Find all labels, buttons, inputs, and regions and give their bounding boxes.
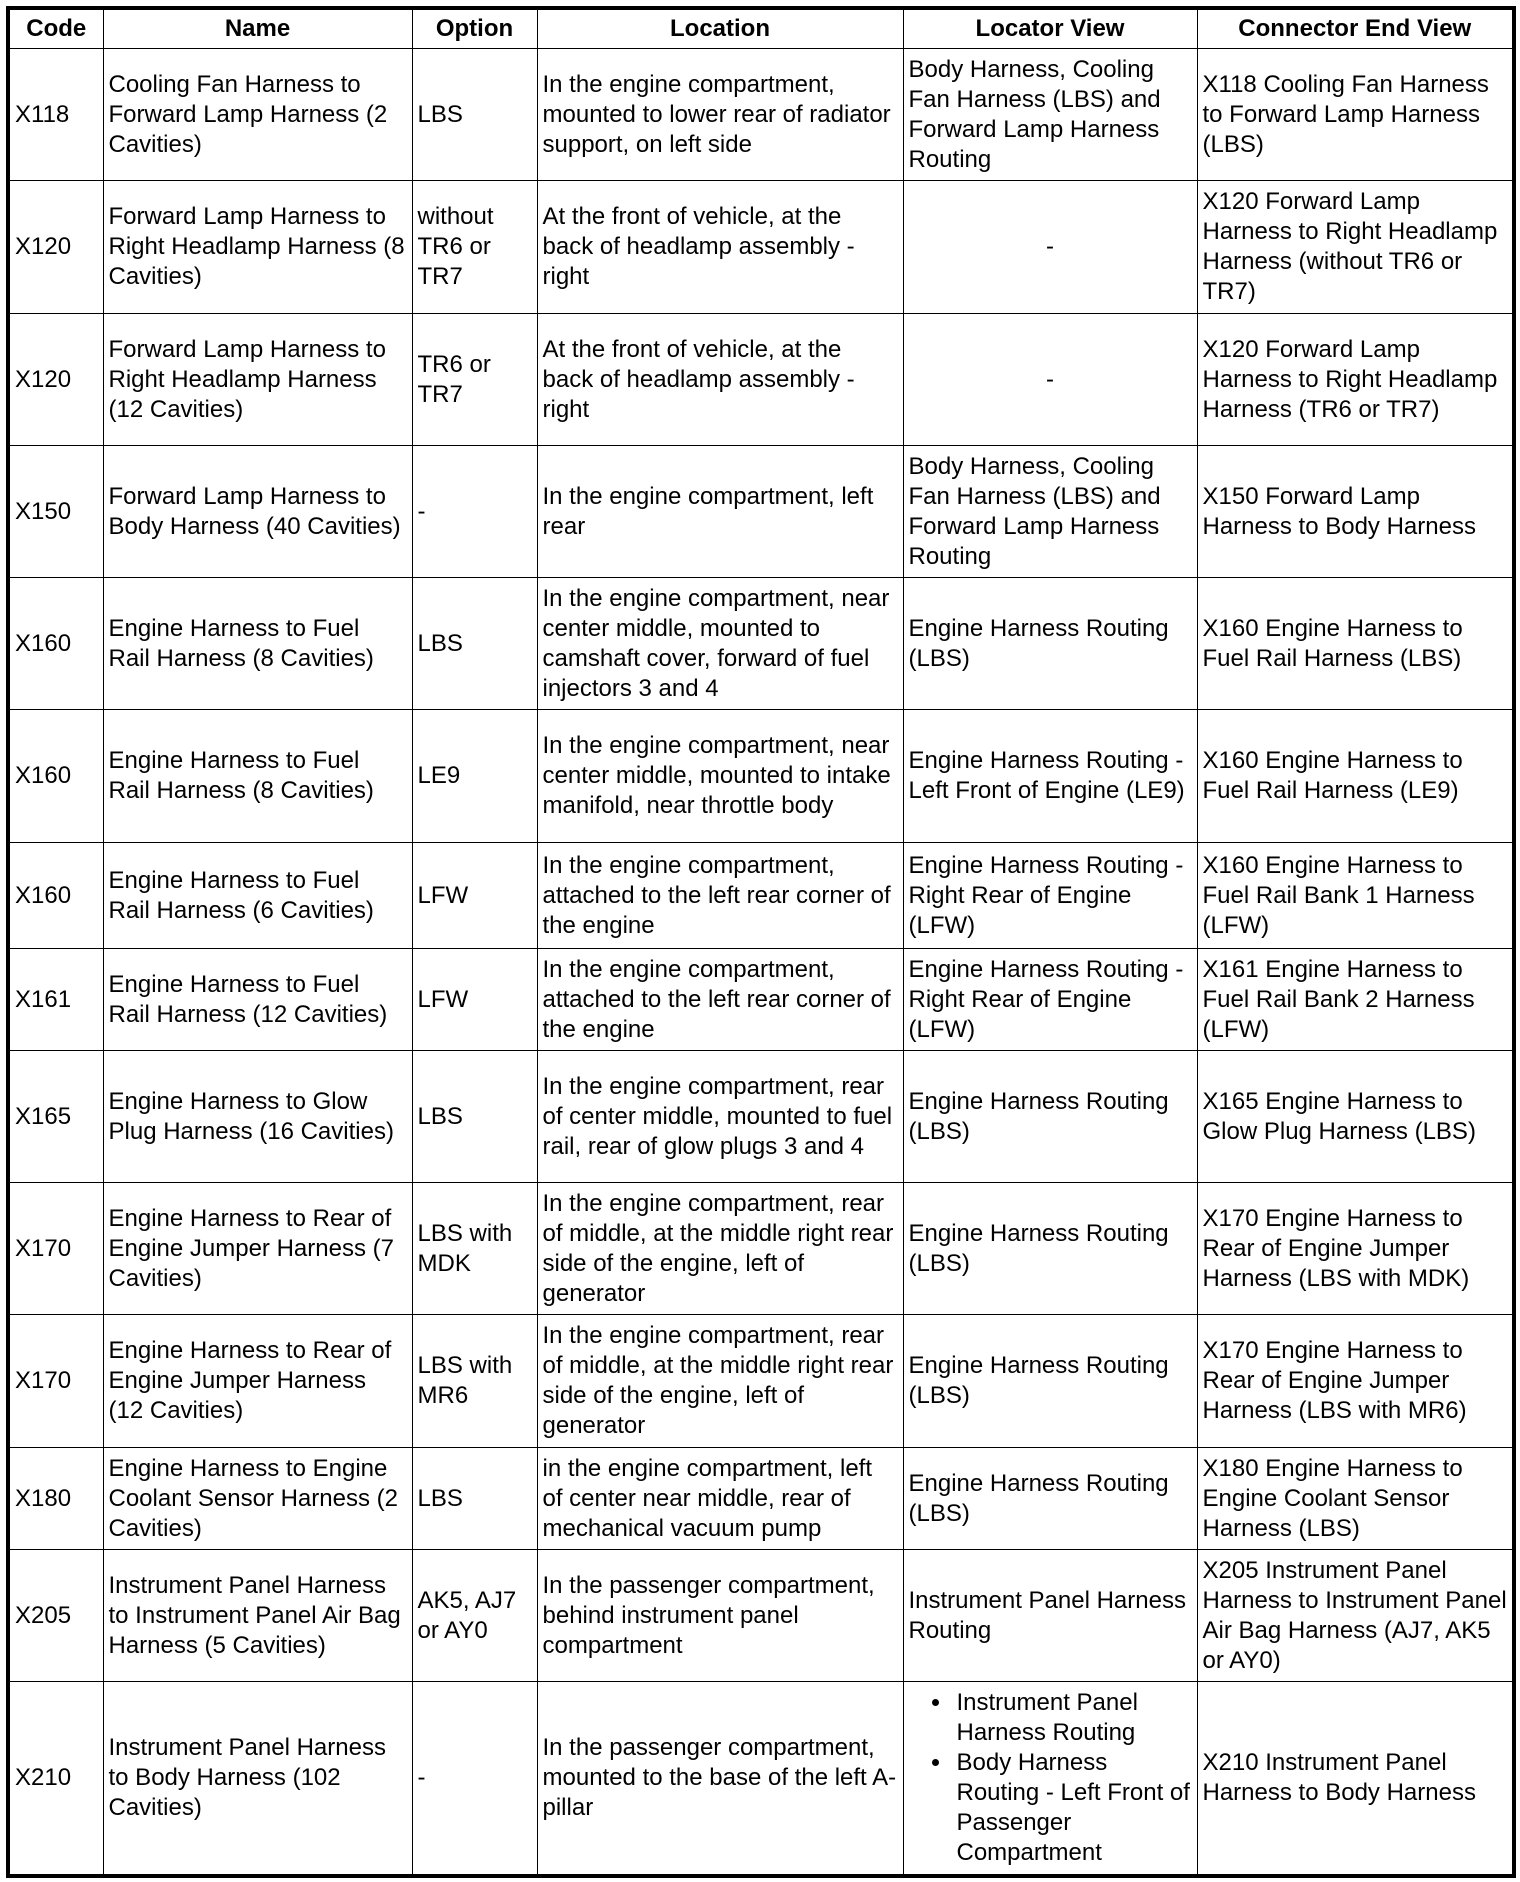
cell-locator: Body Harness, Cooling Fan Harness (LBS) and Forward Lamp Harness Routing — [903, 49, 1197, 181]
cell-code: X160 — [8, 710, 103, 843]
cell-name: Engine Harness to Fuel Rail Harness (8 Cavities) — [103, 578, 412, 710]
cell-location: In the engine compartment, left rear — [537, 446, 903, 578]
cell-connector: X170 Engine Harness to Rear of Engine Jumper Harness (LBS with MR6) — [1197, 1315, 1514, 1448]
table-row — [8, 181, 1514, 314]
column-header: Option — [412, 8, 537, 49]
cell-code: X180 — [8, 1448, 103, 1550]
cell-option: - — [412, 446, 537, 578]
cell-name: Forward Lamp Harness to Right Headlamp Harness (12 Cavities) — [103, 314, 412, 446]
cell-name: Engine Harness to Rear of Engine Jumper Harness (12 Cavities) — [103, 1315, 412, 1448]
table-row — [8, 949, 1514, 1051]
cell-option: LBS — [412, 1051, 537, 1183]
cell-locator: Engine Harness Routing - Right Rear of Engine (LFW) — [903, 843, 1197, 949]
column-header: Location — [537, 8, 903, 49]
cell-connector: X160 Engine Harness to Fuel Rail Harness (LBS) — [1197, 578, 1514, 710]
cell-locator: Engine Harness Routing (LBS) — [903, 1051, 1197, 1183]
cell-name: Forward Lamp Harness to Right Headlamp Harness (8 Cavities) — [103, 181, 412, 314]
cell-name: Cooling Fan Harness to Forward Lamp Harness (2 Cavities) — [103, 49, 412, 181]
cell-locator: Engine Harness Routing (LBS) — [903, 1315, 1197, 1448]
cell-connector: X150 Forward Lamp Harness to Body Harness — [1197, 446, 1514, 578]
cell-code: X161 — [8, 949, 103, 1051]
cell-location: In the passenger compartment, behind instrument panel compartment — [537, 1550, 903, 1682]
locator-list-item: • Body Harness Routing - Left Front of Passenger Compartment — [953, 1748, 1192, 1868]
cell-location: At the front of vehicle, at the back of headlamp assembly - right — [537, 314, 903, 446]
table-row — [8, 843, 1514, 949]
column-header: Connector End View — [1197, 8, 1514, 49]
cell-option: LBS with MDK — [412, 1183, 537, 1315]
cell-location: In the engine compartment, near center middle, mounted to intake manifold, near throttle body — [537, 710, 903, 843]
cell-connector: X180 Engine Harness to Engine Coolant Sensor Harness (LBS) — [1197, 1448, 1514, 1550]
cell-locator: Body Harness, Cooling Fan Harness (LBS) and Forward Lamp Harness Routing — [903, 446, 1197, 578]
locator-list-item: • Instrument Panel Harness Routing — [953, 1688, 1192, 1748]
cell-code: X160 — [8, 843, 103, 949]
cell-locator: - — [903, 314, 1197, 446]
table-row — [8, 314, 1514, 446]
cell-option: LFW — [412, 949, 537, 1051]
cell-connector: X205 Instrument Panel Harness to Instrument Panel Air Bag Harness (AJ7, AK5 or AY0) — [1197, 1550, 1514, 1682]
cell-option: LFW — [412, 843, 537, 949]
cell-locator: Engine Harness Routing (LBS) — [903, 578, 1197, 710]
cell-connector: X120 Forward Lamp Harness to Right Headlamp Harness (without TR6 or TR7) — [1197, 181, 1514, 314]
column-header: Code — [8, 8, 103, 49]
cell-code: X210 — [8, 1682, 103, 1876]
cell-name: Engine Harness to Glow Plug Harness (16 Cavities) — [103, 1051, 412, 1183]
table-row — [8, 1448, 1514, 1550]
cell-connector: X161 Engine Harness to Fuel Rail Bank 2 Harness (LFW) — [1197, 949, 1514, 1051]
cell-code: X205 — [8, 1550, 103, 1682]
cell-connector: X210 Instrument Panel Harness to Body Harness — [1197, 1682, 1514, 1876]
cell-location: In the engine compartment, mounted to lower rear of radiator support, on left side — [537, 49, 903, 181]
cell-location: In the engine compartment, attached to the left rear corner of the engine — [537, 843, 903, 949]
cell-option: LE9 — [412, 710, 537, 843]
table-row — [8, 1682, 1514, 1876]
cell-name: Instrument Panel Harness to Instrument Panel Air Bag Harness (5 Cavities) — [103, 1550, 412, 1682]
cell-code: X170 — [8, 1183, 103, 1315]
table-row — [8, 49, 1514, 181]
cell-connector: X120 Forward Lamp Harness to Right Headlamp Harness (TR6 or TR7) — [1197, 314, 1514, 446]
cell-location: In the engine compartment, attached to the left rear corner of the engine — [537, 949, 903, 1051]
cell-code: X170 — [8, 1315, 103, 1448]
cell-locator: Engine Harness Routing - Left Front of Engine (LE9) — [903, 710, 1197, 843]
table-row — [8, 1183, 1514, 1315]
cell-locator — [903, 1682, 1197, 1876]
cell-locator: Instrument Panel Harness Routing — [903, 1550, 1197, 1682]
cell-location: In the engine compartment, rear of middle, at the middle right rear side of the engine, left of generator — [537, 1183, 903, 1315]
table-row — [8, 1315, 1514, 1448]
cell-code: X160 — [8, 578, 103, 710]
cell-location: In the passenger compartment, mounted to the base of the left A-pillar — [537, 1682, 903, 1876]
table-row — [8, 710, 1514, 843]
cell-code: X118 — [8, 49, 103, 181]
cell-name: Engine Harness to Engine Coolant Sensor Harness (2 Cavities) — [103, 1448, 412, 1550]
cell-connector: X170 Engine Harness to Rear of Engine Jumper Harness (LBS with MDK) — [1197, 1183, 1514, 1315]
table-row — [8, 1051, 1514, 1183]
table-row — [8, 578, 1514, 710]
cell-location: in the engine compartment, left of center near middle, rear of mechanical vacuum pump — [537, 1448, 903, 1550]
cell-connector: X160 Engine Harness to Fuel Rail Harness (LE9) — [1197, 710, 1514, 843]
cell-option: LBS — [412, 1448, 537, 1550]
cell-code: X165 — [8, 1051, 103, 1183]
cell-name: Engine Harness to Fuel Rail Harness (12 Cavities) — [103, 949, 412, 1051]
connector-table — [6, 6, 1516, 1878]
cell-locator: Engine Harness Routing (LBS) — [903, 1183, 1197, 1315]
cell-name: Instrument Panel Harness to Body Harness (102 Cavities) — [103, 1682, 412, 1876]
cell-name: Engine Harness to Rear of Engine Jumper Harness (7 Cavities) — [103, 1183, 412, 1315]
cell-option: LBS with MR6 — [412, 1315, 537, 1448]
cell-code: X150 — [8, 446, 103, 578]
cell-location: At the front of vehicle, at the back of headlamp assembly - right — [537, 181, 903, 314]
column-header: Locator View — [903, 8, 1197, 49]
cell-location: In the engine compartment, rear of middle, at the middle right rear side of the engine, left of generator — [537, 1315, 903, 1448]
cell-name: Forward Lamp Harness to Body Harness (40 Cavities) — [103, 446, 412, 578]
cell-location: In the engine compartment, near center middle, mounted to camshaft cover, forward of fuel injectors 3 and 4 — [537, 578, 903, 710]
cell-option: AK5, AJ7 or AY0 — [412, 1550, 537, 1682]
cell-code: X120 — [8, 314, 103, 446]
header-row — [8, 8, 1514, 49]
table-row — [8, 446, 1514, 578]
cell-option: - — [412, 1682, 537, 1876]
cell-option: LBS — [412, 578, 537, 710]
cell-option: TR6 or TR7 — [412, 314, 537, 446]
cell-connector: X118 Cooling Fan Harness to Forward Lamp Harness (LBS) — [1197, 49, 1514, 181]
cell-code: X120 — [8, 181, 103, 314]
cell-connector: X165 Engine Harness to Glow Plug Harness (LBS) — [1197, 1051, 1514, 1183]
cell-option: without TR6 or TR7 — [412, 181, 537, 314]
cell-name: Engine Harness to Fuel Rail Harness (8 Cavities) — [103, 710, 412, 843]
cell-option: LBS — [412, 49, 537, 181]
cell-locator: - — [903, 181, 1197, 314]
cell-location: In the engine compartment, rear of center middle, mounted to fuel rail, rear of glow plugs 3 and 4 — [537, 1051, 903, 1183]
column-header: Name — [103, 8, 412, 49]
table-row — [8, 1550, 1514, 1682]
cell-locator: Engine Harness Routing - Right Rear of Engine (LFW) — [903, 949, 1197, 1051]
cell-name: Engine Harness to Fuel Rail Harness (6 Cavities) — [103, 843, 412, 949]
cell-connector: X160 Engine Harness to Fuel Rail Bank 1 Harness (LFW) — [1197, 843, 1514, 949]
cell-locator: Engine Harness Routing (LBS) — [903, 1448, 1197, 1550]
